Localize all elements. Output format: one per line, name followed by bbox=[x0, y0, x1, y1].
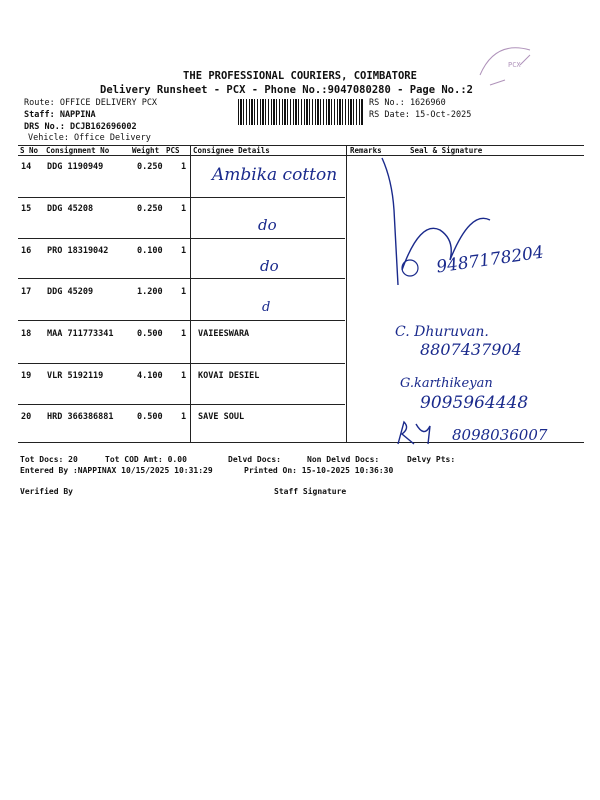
row-consignee: KOVAI DESIEL bbox=[198, 371, 260, 381]
handwritten-phone: 8098036007 bbox=[452, 426, 548, 444]
row-pcs: 1 bbox=[181, 412, 187, 422]
row-weight: 0.250 bbox=[137, 162, 163, 172]
runsheet-title: Delivery Runsheet - PCX - Phone No.:9047080280 - Page No.:2 bbox=[100, 84, 473, 96]
col-pcs: PCS bbox=[166, 146, 180, 155]
row-weight: 1.200 bbox=[137, 287, 163, 297]
row-consignment: MAA 711773341 bbox=[47, 329, 114, 339]
staff: Staff: NAPPINA bbox=[24, 110, 96, 120]
vehicle: Vehicle: Office Delivery bbox=[28, 133, 151, 143]
total-docs: Tot Docs: 20 bbox=[20, 455, 78, 464]
company-title: THE PROFESSIONAL COURIERS, COIMBATORE bbox=[183, 70, 417, 82]
col-consignee: Consignee Details bbox=[193, 146, 270, 155]
route: Route: OFFICE DELIVERY PCX bbox=[24, 98, 158, 108]
row-pcs: 1 bbox=[181, 287, 187, 297]
signature-mark bbox=[394, 418, 438, 448]
handwritten-phone: 8807437904 bbox=[420, 340, 522, 359]
row-weight: 4.100 bbox=[137, 371, 163, 381]
rs-date: RS Date: 15-Oct-2025 bbox=[369, 110, 472, 120]
row-weight: 0.500 bbox=[137, 412, 163, 422]
barcode bbox=[238, 99, 364, 125]
handwritten-consignee: Ambika cotton bbox=[212, 165, 338, 185]
handwritten-ditto: d bbox=[262, 300, 271, 315]
row-consignment: VLR 5192119 bbox=[47, 371, 104, 381]
col-remarks: Remarks bbox=[350, 146, 382, 155]
row-sno: 14 bbox=[21, 162, 32, 172]
col-seal: Seal & Signature bbox=[410, 146, 483, 155]
row-pcs: 1 bbox=[181, 246, 187, 256]
col-consignment: Consignment No bbox=[46, 146, 110, 155]
handwritten-ditto: do bbox=[258, 216, 277, 234]
row-sno: 15 bbox=[21, 204, 32, 214]
row-consignment: PRO 18319042 bbox=[47, 246, 109, 256]
row-pcs: 1 bbox=[181, 162, 187, 172]
handwritten-signature-name: C. Dhuruvan. bbox=[395, 324, 489, 340]
verified-by: Verified By bbox=[20, 487, 73, 496]
entered-by: Entered By :NAPPINAX 10/15/2025 10:31:29 bbox=[20, 466, 213, 475]
row-weight: 0.100 bbox=[137, 246, 163, 256]
non-delivered-docs: Non Delvd Docs: bbox=[307, 455, 380, 464]
handwritten-ditto: do bbox=[260, 257, 279, 275]
row-sno: 18 bbox=[21, 329, 32, 339]
handwritten-phone: 9487178204 bbox=[435, 242, 546, 278]
row-pcs: 1 bbox=[181, 204, 187, 214]
row-sno: 20 bbox=[21, 412, 32, 422]
row-sno: 17 bbox=[21, 287, 32, 297]
rs-number: RS No.: 1626960 bbox=[369, 98, 446, 108]
drs-number: DRS No.: DCJB162696002 bbox=[24, 122, 137, 132]
row-pcs: 1 bbox=[181, 371, 187, 381]
total-cod: Tot COD Amt: 0.00 bbox=[105, 455, 187, 464]
col-sno: S No bbox=[20, 146, 39, 155]
row-consignment: DDG 45208 bbox=[47, 204, 94, 214]
handwritten-signature-name: G.karthikeyan bbox=[400, 376, 493, 391]
row-consignment: DDG 1190949 bbox=[47, 162, 104, 172]
handwritten-phone: 9095964448 bbox=[420, 393, 529, 413]
row-sno: 19 bbox=[21, 371, 32, 381]
delivered-docs: Delvd Docs: bbox=[228, 455, 281, 464]
col-weight: Weight bbox=[132, 146, 160, 155]
row-weight: 0.500 bbox=[137, 329, 163, 339]
stamp-text: PCX bbox=[508, 61, 521, 69]
row-consignment: DDG 45209 bbox=[47, 287, 94, 297]
row-consignee: VAIEESWARA bbox=[198, 329, 250, 339]
row-pcs: 1 bbox=[181, 329, 187, 339]
row-sno: 16 bbox=[21, 246, 32, 256]
row-weight: 0.250 bbox=[137, 204, 163, 214]
row-consignee: SAVE SOUL bbox=[198, 412, 245, 422]
office-stamp bbox=[470, 35, 550, 95]
row-consignment: HRD 366386881 bbox=[47, 412, 114, 422]
printed-on: Printed On: 15-10-2025 10:36:30 bbox=[244, 466, 394, 475]
delivery-points: Delvy Pts: bbox=[407, 455, 456, 464]
staff-signature: Staff Signature bbox=[274, 487, 347, 496]
